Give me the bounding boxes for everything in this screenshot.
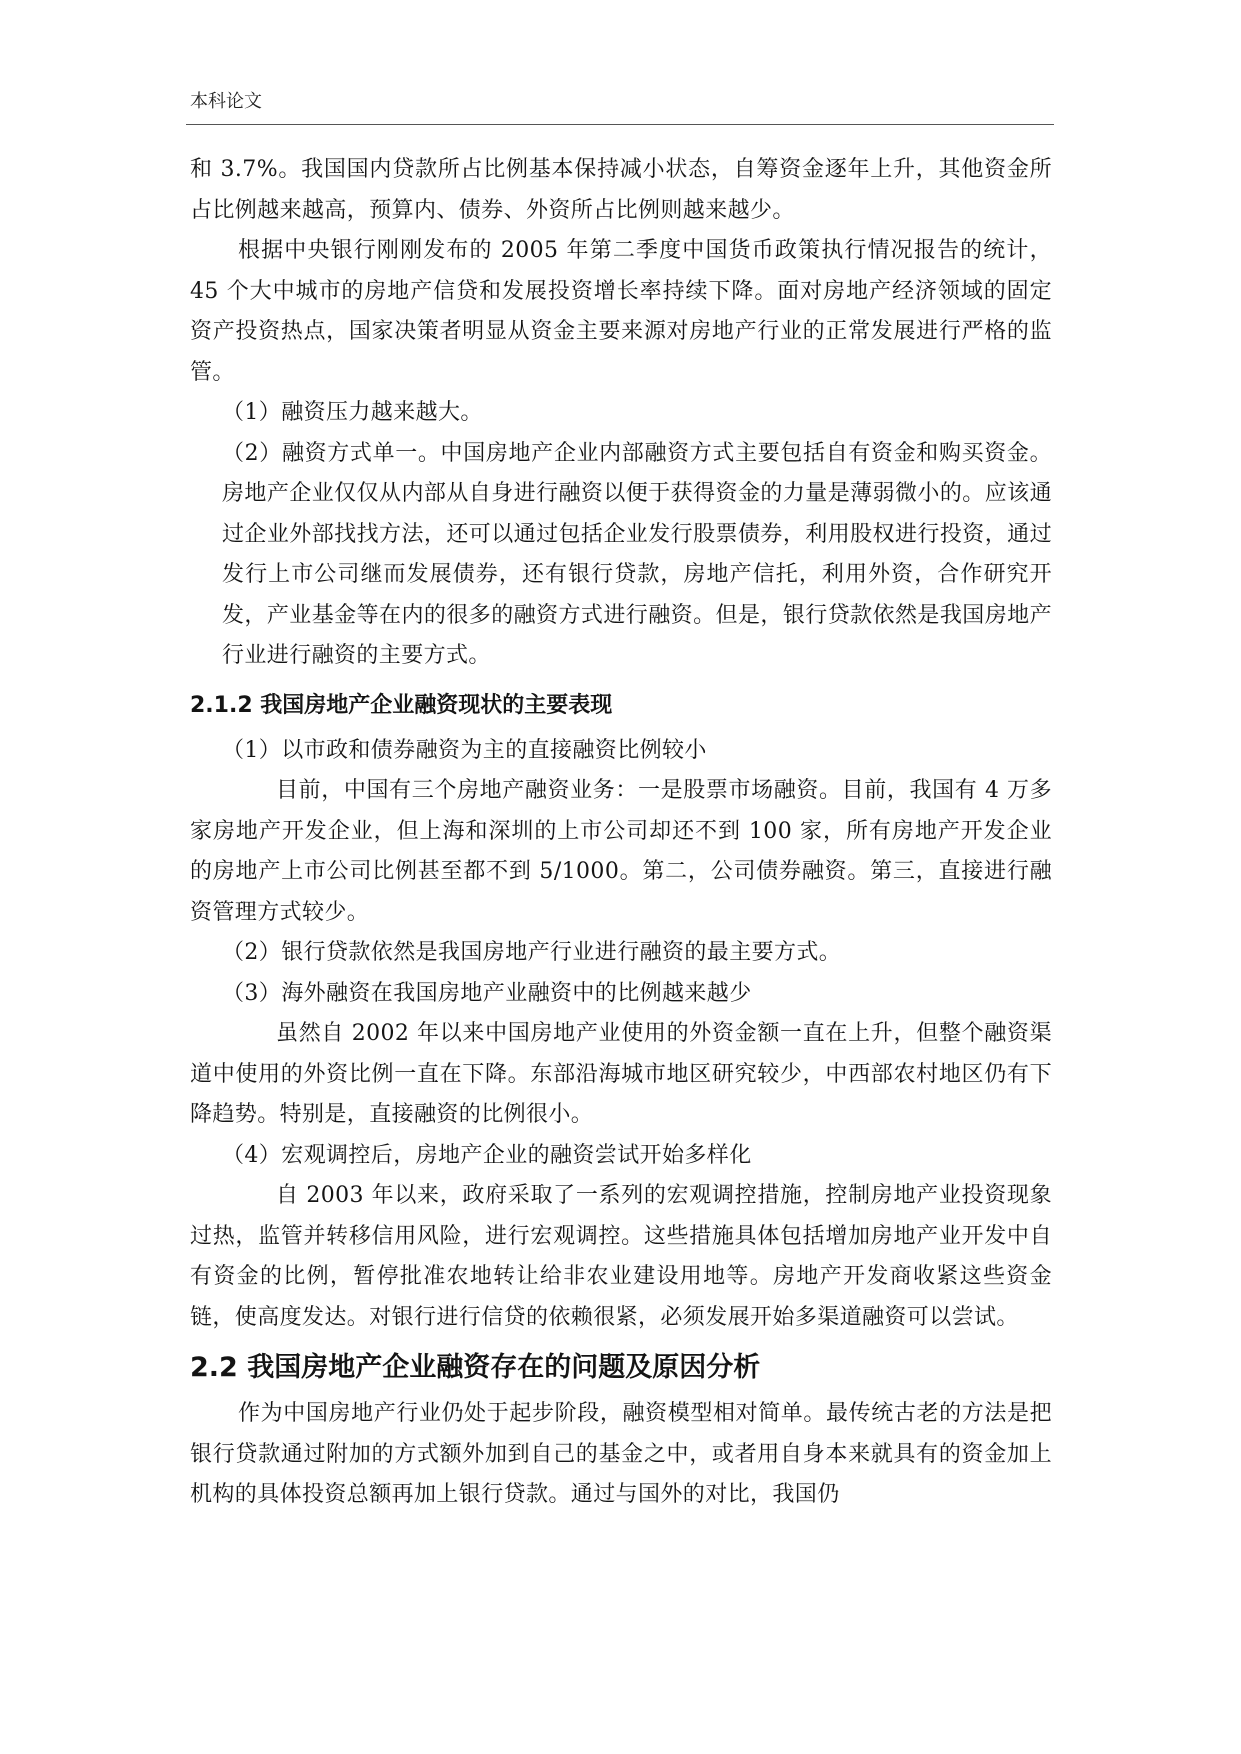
paragraph-overseas-financing: 虽然自 2002 年以来中国房地产业使用的外资金额一直在上升，但整个融资渠道中使用的外资比例一直在下降。东部沿海城市地区研究较少，中西部农村地区仍有下降趋势。特别是，直接融资的比例很小。 [190, 1021, 1052, 1127]
running-header: 本科论文 [190, 91, 262, 112]
section-heading-2-1-2: 2.1.2 我国房地产企业融资现状的主要表现 [190, 692, 613, 718]
paragraph-continuation: 和 3.7%。我国国内贷款所占比例基本保持减小状态，自筹资金逐年上升，其他资金所占比例越来越高，预算内、债券、外资所占比例则越来越少。 [190, 157, 1052, 223]
list-item-single-financing-method: （2）融资方式单一。中国房地产企业内部融资方式主要包括自有资金和购买资金。房地产企业仅仅从内部从自身进行融资以便于获得资金的力量是薄弱微小的。应该通过企业外部找找方法，还可以通过包括企业发行股票债券，利用股权进行投资，通过发行上市公司继而发展债券，还有银行贷款，房地产信托，利用外资，合作研究开发，产业基金等在内的很多的融资方式进行融资。但是，银行贷款依然是我国房地产行业进行融资的主要方式。 [222, 440, 1052, 668]
subsection-title-direct-financing: （1）以市政和债券融资为主的直接融资比例较小 [222, 737, 707, 763]
subsection-title-overseas-financing: （3）海外融资在我国房地产业融资中的比例越来越少 [222, 980, 752, 1006]
subsection-title-macro-control: （4）宏观调控后，房地产企业的融资尝试开始多样化 [222, 1142, 752, 1168]
paragraph-macro-control: 自 2003 年以来，政府采取了一系列的宏观调控措施，控制房地产业投资现象过热，监管并转移信用风险，进行宏观调控。这些措施具体包括增加房地产业开发中自有资金的比例，暂停批准农地转让给非农业建设用地等。房地产开发商收紧这些资金链，使高度发达。对银行进行信贷的依赖很紧，必须发展开始多渠道融资可以尝试。 [190, 1183, 1052, 1330]
header-rule [186, 124, 1054, 125]
subsection-title-bank-loans: （2）银行贷款依然是我国房地产行业进行融资的最主要方式。 [222, 940, 842, 965]
list-item-financing-pressure: （1）融资压力越来越大。 [222, 400, 483, 425]
body-content [190, 150, 1052, 1516]
paragraph-central-bank-report: 根据中央银行刚刚发布的 2005 年第二季度中国货币政策执行情况报告的统计，45 个大中城市的房地产信贷和发展投资增长率持续下降。面对房地产经济领域的固定资产投资热点，国家决策者明显从资金主要来源对房地产行业的正常发展进行严格的监管。 [190, 238, 1052, 385]
section-heading-2-2: 2.2 我国房地产企业融资存在的问题及原因分析 [190, 1352, 761, 1383]
paragraph-direct-financing: 目前，中国有三个房地产融资业务：一是股票市场融资。目前，我国有 4 万多家房地产开发企业，但上海和深圳的上市公司却还不到 100 家，所有房地产开发企业的房地产上市公司比例甚至都不到 5/1000。第二，公司债券融资。第三，直接进行融资管理方式较少。 [190, 778, 1052, 925]
paragraph-problems-analysis: 作为中国房地产行业仍处于起步阶段，融资模型相对简单。最传统古老的方法是把银行贷款通过附加的方式额外加到自己的基金之中，或者用自身本来就具有的资金加上机构的具体投资总额再加上银行贷款。通过与国外的对比，我国仍 [190, 1401, 1052, 1507]
